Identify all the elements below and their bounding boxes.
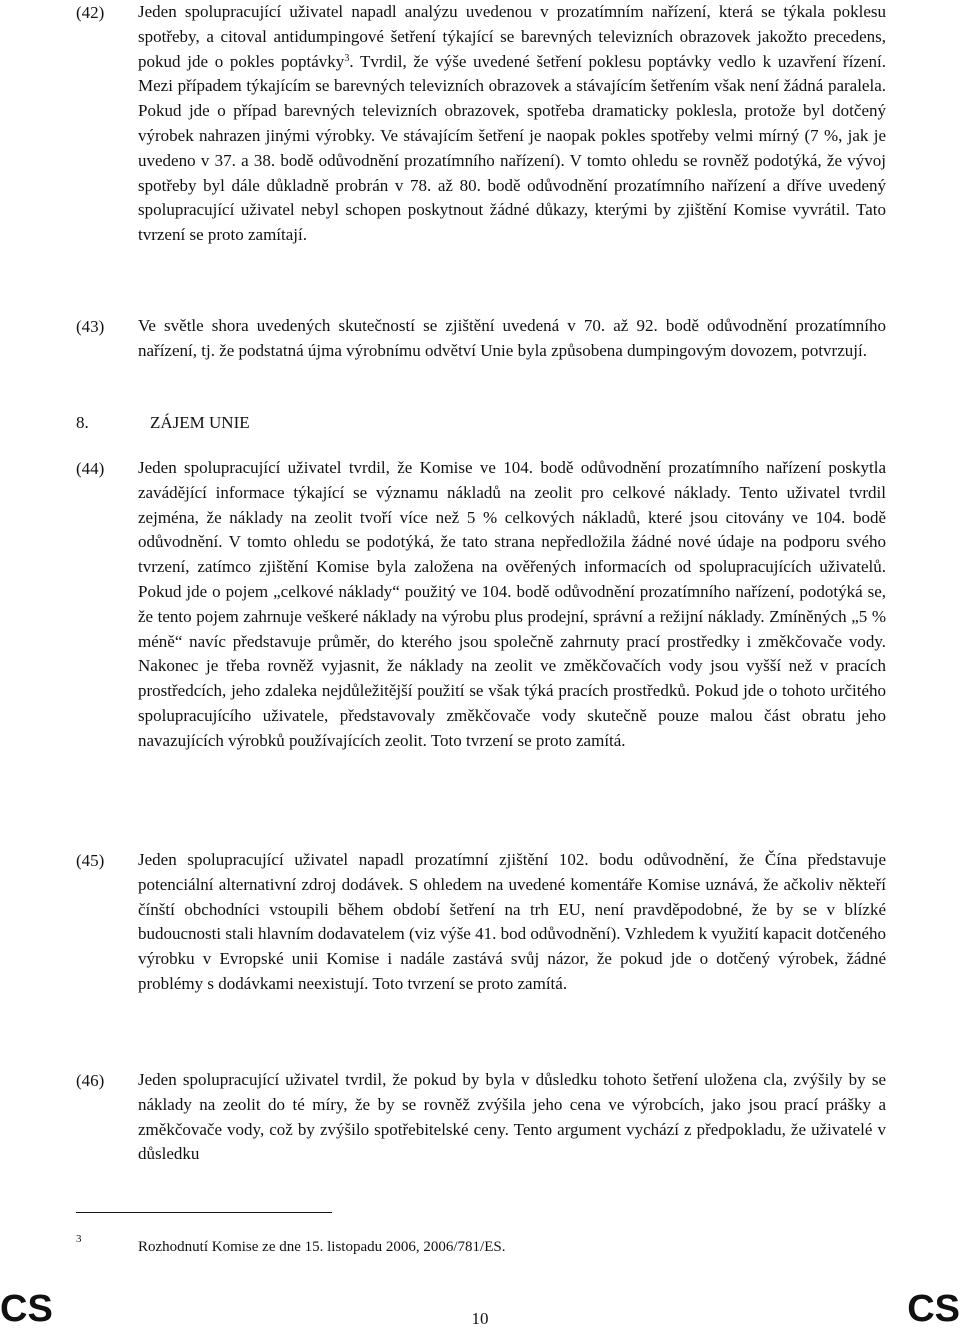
paragraph-number: (44) xyxy=(76,459,105,478)
paragraph-text xyxy=(138,0,886,248)
paragraph-text: Jeden spolupracující uživatel tvrdil, že Komise ve 104. bodě odůvodnění prozatímního nařízení poskytla zavádějící informace týkající se významu nákladů na zeolit pro celkové náklady. Tento uživatel tvrdil zejména, že náklady na zeolit tvoří více než 5 % celkových nákladů, které jsou citovány ve 104. bodě odůvodnění. V tomto ohledu se podotýká, že tato strana nepředložila žádné nové údaje na podporu svého tvrzení, zatímco zjištění Komise byla založena na ověřených informacích od spolupracujících uživatelů. Pokud jde o pojem „celkové náklady“ použitý ve 104. bodě odůvodnění prozatímního nařízení, podotýká se, že tento pojem zahrnuje veškeré náklady na výrobu plus prodejní, správní a režijní náklady. Zmíněných „5 % méně“ navíc představuje průměr, do kterého jsou společně zahrnuty prací prostředky i změkčovače vody. Nakonec je třeba rovněž vyjasnit, že náklady na zeolit ve změkčovačích vody jsou vyšší než v pracích prostředcích, jeho zdaleka nejdůležitější použití se však týká pracích prostředků. Pokud jde o tohoto určitého spolupracujícího uživatele, představovaly změkčovače vody skutečně pouze malou část obratu jeho navazujících výrobků používajících zeolit. Toto tvrzení se proto zamítá. xyxy=(138,458,886,750)
paragraph-text: Jeden spolupracující uživatel napadl prozatímní zjištění 102. bodu odůvodnění, že Čína představuje potenciální alternativní zdroj dodávek. S ohledem na uvedené komentáře Komise uznává, že ačkoliv někteří čínští obchodníci vstoupili během období šetření na trh EU, není pravděpodobné, že by se v blízké budoucnosti stali hlavním dodavatelem (viz výše 41. bod odůvodnění). Vzhledem k využití kapacit dotčeného výrobku v Evropské unii Komise i nadále zastává svůj názor, že pokud jde o dotčený výrobek, žádné problémy s dodávkami neexistují. Toto tvrzení se proto zamítá. xyxy=(138,850,886,993)
footnote-text: Rozhodnutí Komise ze dne 15. listopadu 2006, 2006/781/ES. xyxy=(138,1239,506,1255)
paragraph-text: Ve světle shora uvedených skutečností se zjištění uvedená v 70. až 92. bodě odůvodnění prozatímního nařízení, tj. že podstatná újma výrobnímu odvětví Unie byla způsobena dumpingovým dovozem, potvrzují. xyxy=(138,316,886,360)
paragraph-number: (42) xyxy=(76,3,105,22)
footnote-divider xyxy=(76,1212,332,1213)
footer-language-left: CS xyxy=(0,1288,53,1330)
section-title: ZÁJEM UNIE xyxy=(150,413,250,432)
footnote-reference[interactable]: 3 xyxy=(344,52,350,64)
paragraph-text: Jeden spolupracující uživatel tvrdil, že pokud by byla v důsledku tohoto šetření uložena cla, zvýšily by se náklady na zeolit do té míry, že by se rovněž zvýšila jeho cena ve výrobcích, jako jsou prací prášky a změkčovače vody, což by zvýšilo spotřebitelské ceny. Tento argument vychází z předpokladu, že uživatelé v důsledku xyxy=(138,1070,886,1164)
paragraph-text-part: Jeden spolupracující uživatel napadl analýzu uvedenou v prozatímním nařízení, která se týkala poklesu spotřeby, a citoval antidumpingové šetření týkající se barevných televizních obrazovek jakožto precedens, pokud jde o pokles poptávky xyxy=(138,2,886,71)
page-number: 10 xyxy=(471,1309,489,1328)
section-number: 8. xyxy=(76,413,89,432)
paragraph-number: (45) xyxy=(76,851,105,870)
footnote-mark: 3 xyxy=(76,1233,82,1245)
paragraph-number: (46) xyxy=(76,1071,105,1090)
footer-language-right: CS xyxy=(907,1288,960,1330)
section-heading xyxy=(76,410,250,435)
paragraph-number: (43) xyxy=(76,317,105,336)
paragraph-text-part: . Tvrdil, že výše uvedené šetření poklesu poptávky vedlo k uzavření řízení. Mezi případem týkajícím se barevných televizních obrazovek a stávajícím šetřením však není žádná paralela. Pokud jde o případ barevných televizních obrazovek, spotřeba dramaticky poklesla, protože byl dotčený výrobek nahrazen jinými výrobky. Ve stávajícím šetření je naopak pokles spotřeby velmi mírný (7 %, jak je uvedeno v 37. a 38. bodě odůvodnění prozatímního nařízení). V tomto ohledu se rovněž podotýká, že vývoj spotřeby byl dále důkladně probrán v 78. až 80. bodě odůvodnění prozatímního nařízení a dříve uvedený spolupracující uživatel nebyl schopen poskytnout žádné důkazy, kterými by zjištění Komise vyvrátil. Tato tvrzení se proto zamítají. xyxy=(138,51,887,245)
